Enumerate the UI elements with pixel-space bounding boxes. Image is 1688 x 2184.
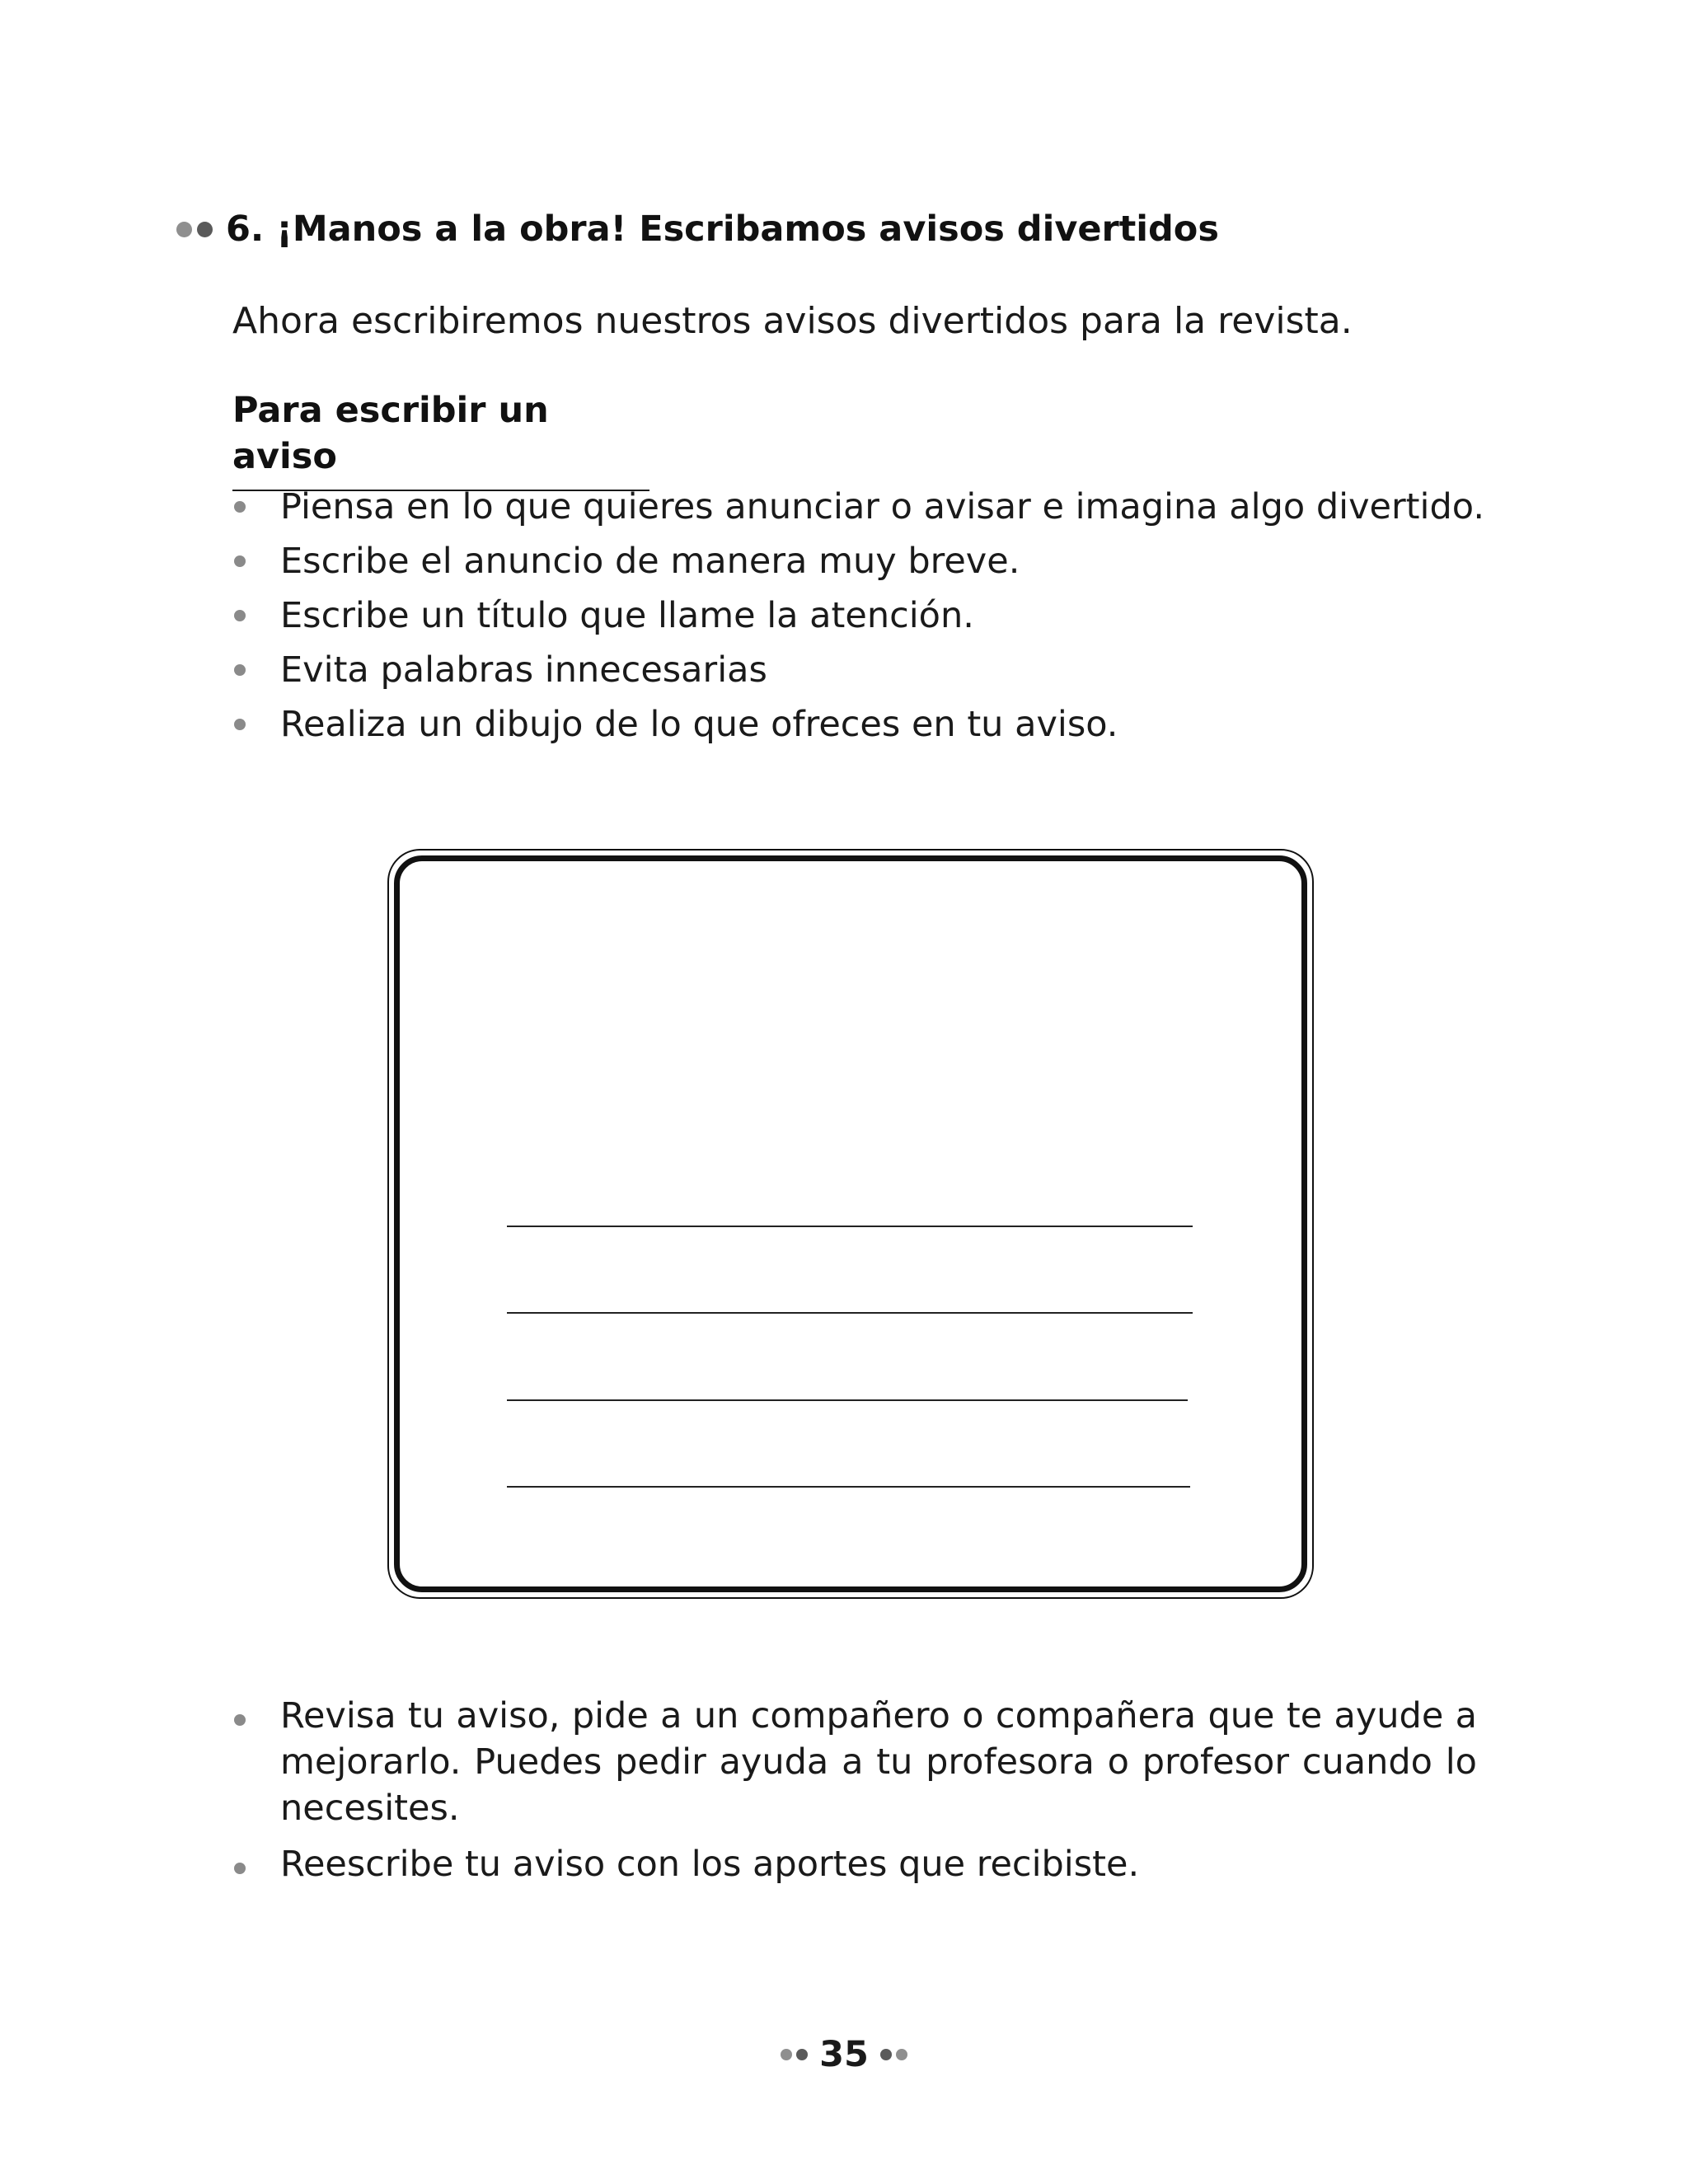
heading-dots-icon <box>176 222 213 237</box>
step-text: Realiza un dibujo de lo que ofreces en tu aviso. <box>280 704 1118 745</box>
bullet-icon <box>234 501 246 513</box>
list-item <box>232 697 1518 752</box>
final-step-text: Revisa tu aviso, pide a un compañero o compañera que te ayude a mejorarlo. Puedes pedir ayuda a tu profesora o profesor cuando lo necesites. <box>280 1695 1477 1829</box>
writing-line-3[interactable] <box>507 1399 1188 1401</box>
ad-drawing-box[interactable] <box>387 849 1314 1599</box>
list-item <box>232 643 1518 697</box>
list-item <box>232 534 1518 588</box>
step-text: Escribe un título que llame la atención. <box>280 595 974 636</box>
page-number-text: 35 <box>819 2034 869 2075</box>
step-text: Escribe el anuncio de manera muy breve. <box>280 541 1020 582</box>
ad-box-inner-border <box>394 855 1307 1592</box>
writing-line-4[interactable] <box>507 1486 1190 1488</box>
bullet-icon <box>234 1863 246 1874</box>
subheading: Para escribir un aviso <box>232 390 549 477</box>
page-number <box>0 2034 1688 2075</box>
bullet-icon <box>234 555 246 567</box>
step-text: Evita palabras innecesarias <box>280 649 767 691</box>
intro-text: Ahora escribiremos nuestros avisos divertidos para la revista. <box>232 300 1353 342</box>
bullet-icon <box>234 719 246 730</box>
steps-list <box>232 480 1518 752</box>
final-steps-list <box>232 1693 1477 1887</box>
section-heading <box>176 204 1219 254</box>
step-text: Piensa en lo que quieres anunciar o avisar e imagina algo divertido. <box>280 486 1484 527</box>
final-step-text: Reescribe tu aviso con los aportes que recibiste. <box>280 1844 1140 1885</box>
page-dots-right-icon <box>880 2049 907 2060</box>
list-item <box>232 480 1518 534</box>
list-item <box>232 588 1518 643</box>
list-item <box>232 1693 1477 1831</box>
bullet-icon <box>234 610 246 621</box>
bullet-icon <box>234 664 246 676</box>
list-item <box>232 1841 1477 1887</box>
section-title: 6. ¡Manos a la obra! Escribamos avisos divertidos <box>226 209 1219 250</box>
subheading-underline <box>232 387 649 491</box>
page-dots-left-icon <box>781 2049 808 2060</box>
bullet-icon <box>234 1714 246 1726</box>
writing-line-2[interactable] <box>507 1312 1193 1314</box>
writing-line-1[interactable] <box>507 1226 1193 1227</box>
